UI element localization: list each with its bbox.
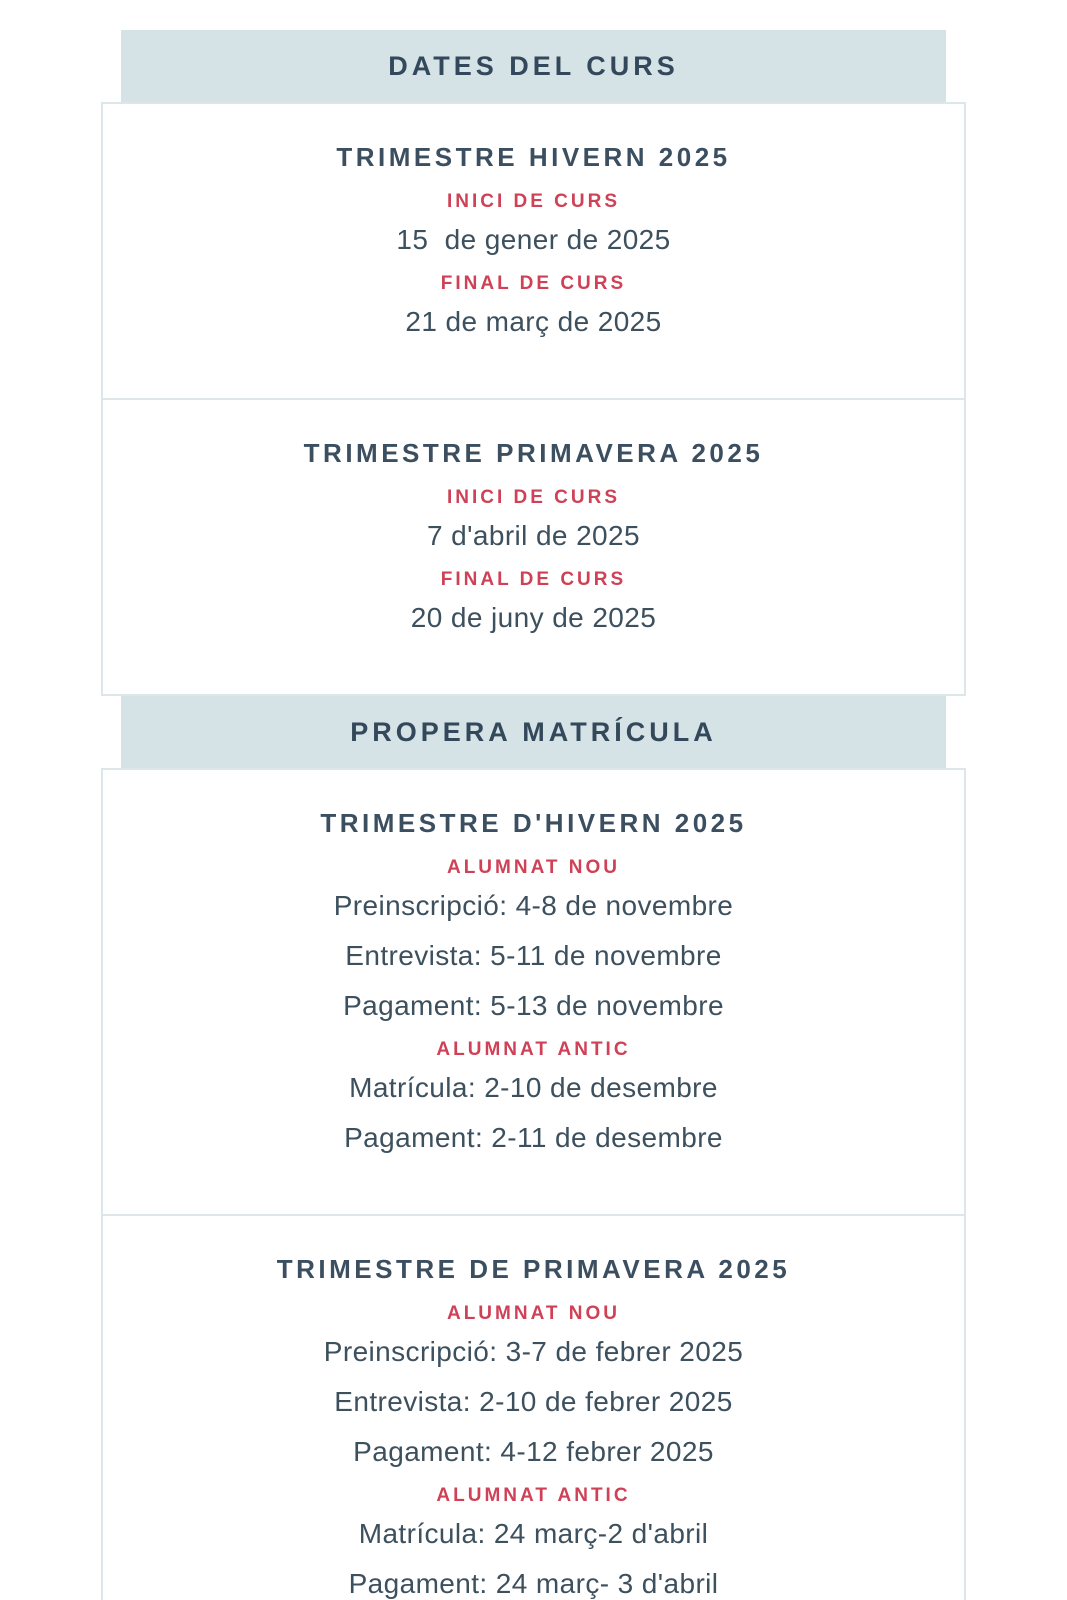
date-line: Pagament: 4-12 febrer 2025 bbox=[353, 1436, 714, 1467]
section-header-bar: PROPERA MATRÍCULA bbox=[121, 696, 946, 768]
date-line: Pagament: 5-13 de novembre bbox=[343, 990, 724, 1021]
date-line: Matrícula: 24 març-2 d'abril bbox=[358, 1518, 709, 1549]
period-label: INICI DE CURS bbox=[446, 191, 621, 212]
date-line: Preinscripció: 3-7 de febrer 2025 bbox=[323, 1336, 744, 1367]
date-line: Matrícula: 2-10 de desembre bbox=[349, 1072, 718, 1103]
period-label: FINAL DE CURS bbox=[440, 273, 627, 294]
card-title: TRIMESTRE D'HIVERN 2025 bbox=[320, 808, 747, 838]
date-line: Pagament: 24 març- 3 d'abril bbox=[348, 1568, 719, 1599]
schedule-card bbox=[101, 768, 966, 1216]
schedule-card bbox=[101, 1214, 966, 1600]
date-line: Pagament: 2-11 de desembre bbox=[344, 1122, 723, 1153]
date-line: 21 de març de 2025 bbox=[405, 306, 662, 337]
period-label: ALUMNAT ANTIC bbox=[436, 1039, 631, 1060]
date-line: Entrevista: 2-10 de febrer 2025 bbox=[334, 1386, 733, 1417]
date-line: Entrevista: 5-11 de novembre bbox=[345, 940, 722, 971]
date-line: 15 de gener de 2025 bbox=[396, 224, 671, 255]
period-label: INICI DE CURS bbox=[446, 487, 621, 508]
period-label: ALUMNAT NOU bbox=[446, 857, 620, 878]
schedule-card bbox=[101, 102, 966, 400]
section-header-bar: DATES DEL CURS bbox=[121, 30, 946, 102]
schedule-card bbox=[101, 398, 966, 696]
period-label: ALUMNAT ANTIC bbox=[436, 1485, 631, 1506]
date-line: 20 de juny de 2025 bbox=[410, 602, 657, 633]
card-title: TRIMESTRE DE PRIMAVERA 2025 bbox=[276, 1254, 791, 1284]
date-line: 7 d'abril de 2025 bbox=[427, 520, 640, 551]
card-title: TRIMESTRE HIVERN 2025 bbox=[336, 142, 731, 172]
sections-container bbox=[0, 30, 1067, 1600]
period-label: FINAL DE CURS bbox=[440, 569, 627, 590]
course-dates-flyer bbox=[0, 30, 1067, 1600]
date-line: Preinscripció: 4-8 de novembre bbox=[333, 890, 734, 921]
card-title: TRIMESTRE PRIMAVERA 2025 bbox=[303, 438, 764, 468]
period-label: ALUMNAT NOU bbox=[446, 1303, 620, 1324]
